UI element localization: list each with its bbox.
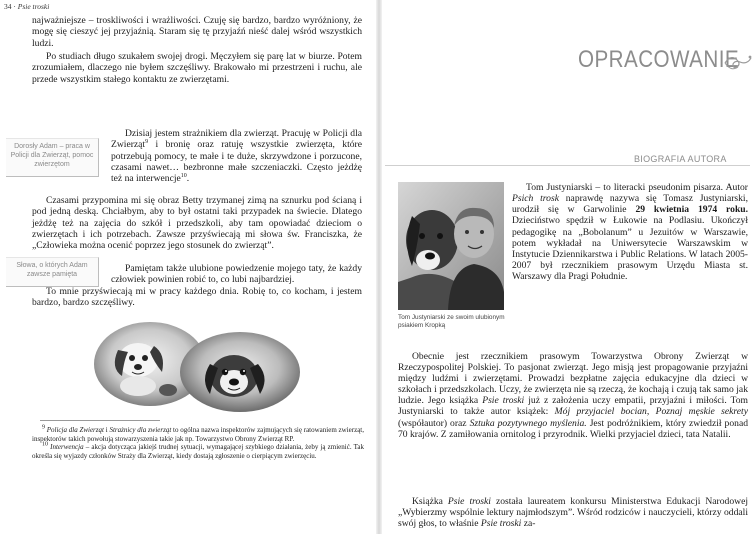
bio-paragraph-2: Obecnie jest rzecznikiem prasowym Towarzystwa Obrony Zwierząt w Rzeczypospolitej Polskiej. To pasjonat zwierząt. Jego misją jest propagowanie przyjaźni między ludźmi i zwierzętami. Prowadzi bezpłatne zajęcia edukacyjne dla dzieci w szkołach i przedszkolach. Uczy, że zwierzęta nie są rzeczą, że kochają i czują tak samo jak ludzie. Jego książka Psie troski już z założenia uczy empatii, przyjaźni i miłości. Tom Justyniarski to także autor książek: Mój przyjaciel bocian, Poznaj męskie sekrety (współautor) oraz Sztuka pozytywnego myślenia. Jest podróżnikiem, który zwiedził ponad 70 krajów. Z zamiłowania ornitolog i przyrodnik. Wielki przyjaciel dzieci, tata Natalii. xyxy=(398,351,749,440)
footnote-ref-9[interactable]: 9 xyxy=(145,139,149,146)
footnote-ref-10[interactable]: 10 xyxy=(180,173,187,179)
running-head: 34 · Psie troski xyxy=(4,2,50,11)
book-title: Psie troski xyxy=(17,2,50,11)
pullquote-words: Słowa, o których Adam zawsze pamięta xyxy=(6,257,99,287)
paragraph-4: Czasami przypomina mi się obraz Betty trzymanej zimą na sznurku pod ścianą i pod jedną deską. Chciałbym, aby to był ostatni taki przypadek na świecie. Dlatego jeżdżę też na zajęcia do szkół i przedszkoli, aby tam opowiadać dzieciom o zwierzętach i ich potrzebach. Zawsze przyświecają mi słowa św. Franciszka, że „Człowieka można ocenić poprzez jego stosunek do zwierząt”. xyxy=(32,195,362,252)
paragraph-2: Po studiach długo szukałem swojej drogi. Męczyłem się parę lat w biurze. Potem zrozumiałem, dlaczego nie byłem szczęśliwy. Brakowało mi przestrzeni i ruchu, ale przede wszystkim stałego kontaktu ze zwierzętami. xyxy=(32,51,362,85)
footnote-rule xyxy=(40,420,160,421)
flourish-icon xyxy=(723,52,753,74)
paragraph-3: Dzisiaj jestem strażnikiem dla zwierząt. Pracuję w Policji dla Zwierząt$^9$ i bronię oraz ratuję wszystkie zwierzęta, które potrzebują pomocy, te małe i te duże, skrzywdzone i porzucone, czasami nawet… bezbronne małe szczeniaczki. Często jeżdżę też na interwencje$^{10}$. xyxy=(111,128,362,185)
gutter xyxy=(376,0,382,534)
puppies-illustration xyxy=(92,320,302,412)
page-number: 34 xyxy=(4,2,12,11)
bio-paragraph-3: Książka Psie troski została laureatem konkursu Ministerstwa Edukacji Narodowej „Wybierzmy wspólnie lektury najmłodszym”. Wśród rodziców i nauczycieli, którzy oddali swój głos, to właśnie Psie troski za- xyxy=(398,496,748,530)
pullquote-adult-adam: Dorosły Adam – praca w Policji dla Zwierząt, pomoc zwierzętom xyxy=(6,138,99,177)
section-rule xyxy=(385,165,750,166)
bio-paragraph-1: Tom Justyniarski – to literacki pseudonim pisarza. Autor Psich trosk naprawdę nazywa się Tomasz Justyniarski, urodził się w Garwolinie 29 kwietnia 1974 roku. Dzieciństwo spędził w Łukowie na Podlasiu. Ukończył pedagogikę na „Bobolanum” u Jezuitów w Warszawie, potem wykładał na Uniwersytecie Warszawskim w Instytucie Dziennikarstwa i Public Relations. W latach 2005-2007 był rzecznikiem prasowym Urzędu Miasta st. Warszawy dla Pragi Południe. xyxy=(512,182,749,283)
paragraph-5: Pamiętam także ulubione powiedzenie mojego taty, że każdy człowiek powinien robić to, co lubi najbardziej. xyxy=(111,263,362,286)
author-photo xyxy=(398,182,504,310)
section-label: BIOGRAFIA AUTORA xyxy=(634,154,727,164)
photo-caption: Tom Justyniarski ze swoim ulubionym psiakiem Kropką xyxy=(398,314,505,329)
footnotes xyxy=(32,426,364,460)
footnote-9: 9 Policja dla Zwierząt i Strażnicy dla zwierząt to ogólna nazwa inspektorów zajmujących się ratowaniem zwierząt, inspektorów takich powołują stowarzyszenia takie jak np. Towarzystwo Obrony Zwierząt RP. xyxy=(32,424,364,443)
paragraph-6: To mnie przyświecają mi w pracy każdego dnia. Robię to, co kocham, i jestem bardzo, bardzo szczęśliwy. xyxy=(32,286,362,309)
footnote-10: 10 Interwencja – akcja dotycząca jakiejś trudnej sytuacji, wymagającej szybkiego działania, żeby ją zmienić. Tak określa się wyjazdy członków Straży dla Zwierząt, kiedy dostają zgłoszenie o cierpiącym zwierzęciu. xyxy=(32,441,364,460)
paragraph-1: najważniejsze – troskliwości i wrażliwości. Czuję się bardzo, bardzo wyróżniony, że mogę się cieszyć jej przyjaźnią. Staram się tę przyjaźń nieść dalej wśród wszystkich ludzi. xyxy=(32,15,362,49)
section-heading: OPRACOWANIE xyxy=(578,46,740,73)
